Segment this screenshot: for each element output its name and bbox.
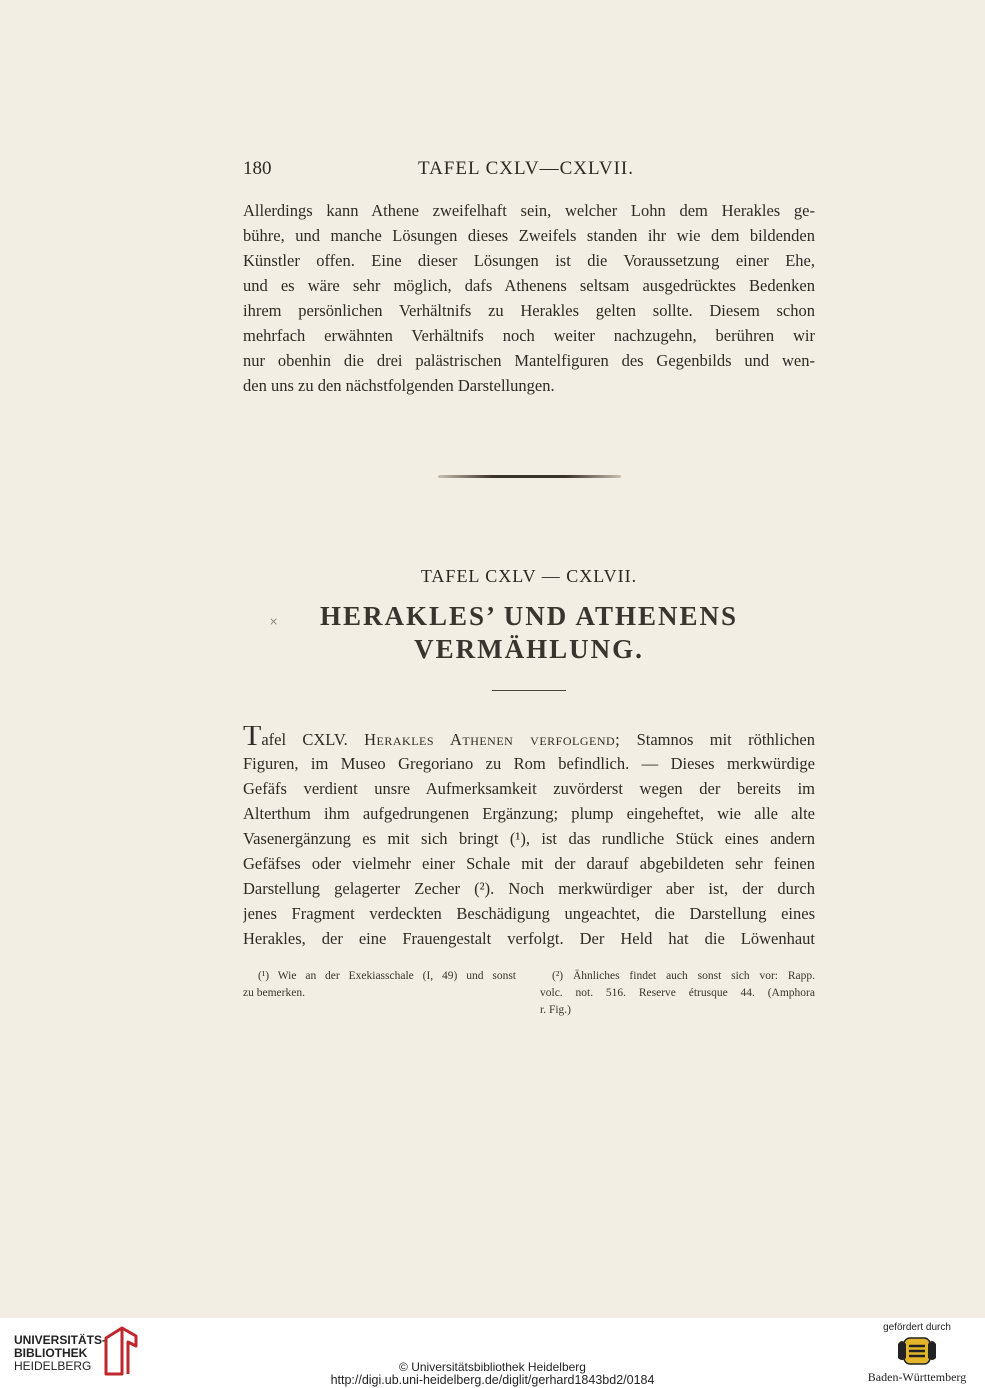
section-title-line-1: HERAKLES’ UND ATHENENS bbox=[319, 601, 739, 631]
text-line: bühre, und manche Lösungen dieses Zweifels standen ihr wie dem bildenden bbox=[243, 226, 815, 245]
footnote-line: volc. not. 516. Reserve étrusque 44. (Amphora bbox=[540, 987, 815, 999]
text-line: Herakles, der eine Frauengestalt verfolgt. Der Held hat die Löwenhaut bbox=[243, 929, 815, 948]
text-segment: Stamnos mit röthlichen bbox=[636, 730, 815, 749]
text-line: Darstellung gelagerter Zecher (²). Noch merkwürdiger aber ist, der durch bbox=[243, 879, 815, 898]
library-name-line: HEIDELBERG bbox=[14, 1359, 92, 1373]
footnote-line: zu bemerken. bbox=[243, 987, 305, 999]
header-title: TAFEL CXLV—CXLVII. bbox=[418, 158, 634, 179]
text-segment: afel CXLV. bbox=[261, 730, 348, 749]
coat-of-arms-icon bbox=[896, 1334, 938, 1368]
footnote-line: (²) Ähnliches findet auch sonst sich vor: Rapp. bbox=[552, 970, 815, 982]
permalink-url[interactable]: http://digi.ub.uni-heidelberg.de/diglit/gerhard1843bd2/0184 bbox=[330, 1373, 655, 1387]
section-subtitle: TAFEL CXLV — CXLVII. bbox=[420, 566, 638, 586]
scan-speck: × bbox=[269, 615, 279, 628]
text-line: Vasenergänzung es mit sich bringt (¹), ist das rundliche Stück eines andern bbox=[243, 829, 815, 848]
text-line: Gefäfses oder vielmehr einer Schale mit der darauf abgebildeten sehr feinen bbox=[243, 854, 815, 873]
footnote-line: r. Fig.) bbox=[540, 1004, 571, 1016]
section-title-line-2: VERMÄHLUNG. bbox=[414, 634, 644, 664]
funded-by-label: gefördert durch bbox=[883, 1322, 951, 1333]
paragraph-intro bbox=[243, 198, 815, 398]
text-line: Künstler offen. Eine dieser Lösungen ist die Voraussetzung einer Ehe, bbox=[243, 251, 815, 270]
footnote-1 bbox=[243, 968, 516, 1002]
text-line: Allerdings kann Athene zweifelhaft sein, welcher Lohn dem Herakles ge- bbox=[243, 201, 815, 220]
smallcaps-title: Herakles Athenen verfolgend; bbox=[364, 730, 621, 749]
paragraph-tafel-cxlv bbox=[243, 726, 815, 951]
text-line-first bbox=[243, 726, 815, 751]
library-name-line: BIBLIOTHEK bbox=[14, 1346, 88, 1360]
funder-name[interactable]: Baden-Württemberg bbox=[867, 1370, 967, 1384]
running-header bbox=[243, 158, 815, 188]
library-name-line: UNIVERSITÄTS- bbox=[14, 1333, 107, 1347]
footnote-2 bbox=[540, 968, 815, 1019]
text-line: und es wäre sehr möglich, dafs Athenens seltsam ausgedrücktes Bedenken bbox=[243, 276, 815, 295]
text-line: Gefäfs verdient unsre Aufmerksamkeit zuvörderst wegen der bereits im bbox=[243, 779, 815, 798]
short-divider bbox=[492, 690, 566, 691]
ornamental-divider bbox=[438, 475, 621, 478]
page-number: 180 bbox=[243, 158, 272, 179]
copyright-text: © Universitätsbibliothek Heidelberg bbox=[399, 1360, 586, 1374]
text-line: den uns zu den nächstfolgenden Darstellungen. bbox=[243, 376, 555, 395]
drop-cap: T bbox=[243, 726, 262, 751]
text-line: nur obenhin die drei palästrischen Mantelfiguren des Gegenbilds und wen- bbox=[243, 351, 815, 370]
text-line: jenes Fragment verdeckten Beschädigung ungeachtet, die Darstellung eines bbox=[243, 904, 815, 923]
text-line: ihrem persönlichen Verhältnifs zu Herakles gelten sollte. Diesem schon bbox=[243, 301, 815, 320]
text-line: Figuren, im Museo Gregoriano zu Rom befindlich. — Dieses merkwürdige bbox=[243, 754, 815, 773]
footnote-line: (¹) Wie an der Exekiasschale (I, 49) und sonst bbox=[258, 970, 516, 982]
text-line: mehrfach erwähnten Verhältnifs noch weiter nachzugehn, berühren wir bbox=[243, 326, 815, 345]
text-line: Alterthum ihm aufgedrungenen Ergänzung; plump eingeheftet, wie alle alte bbox=[243, 804, 815, 823]
